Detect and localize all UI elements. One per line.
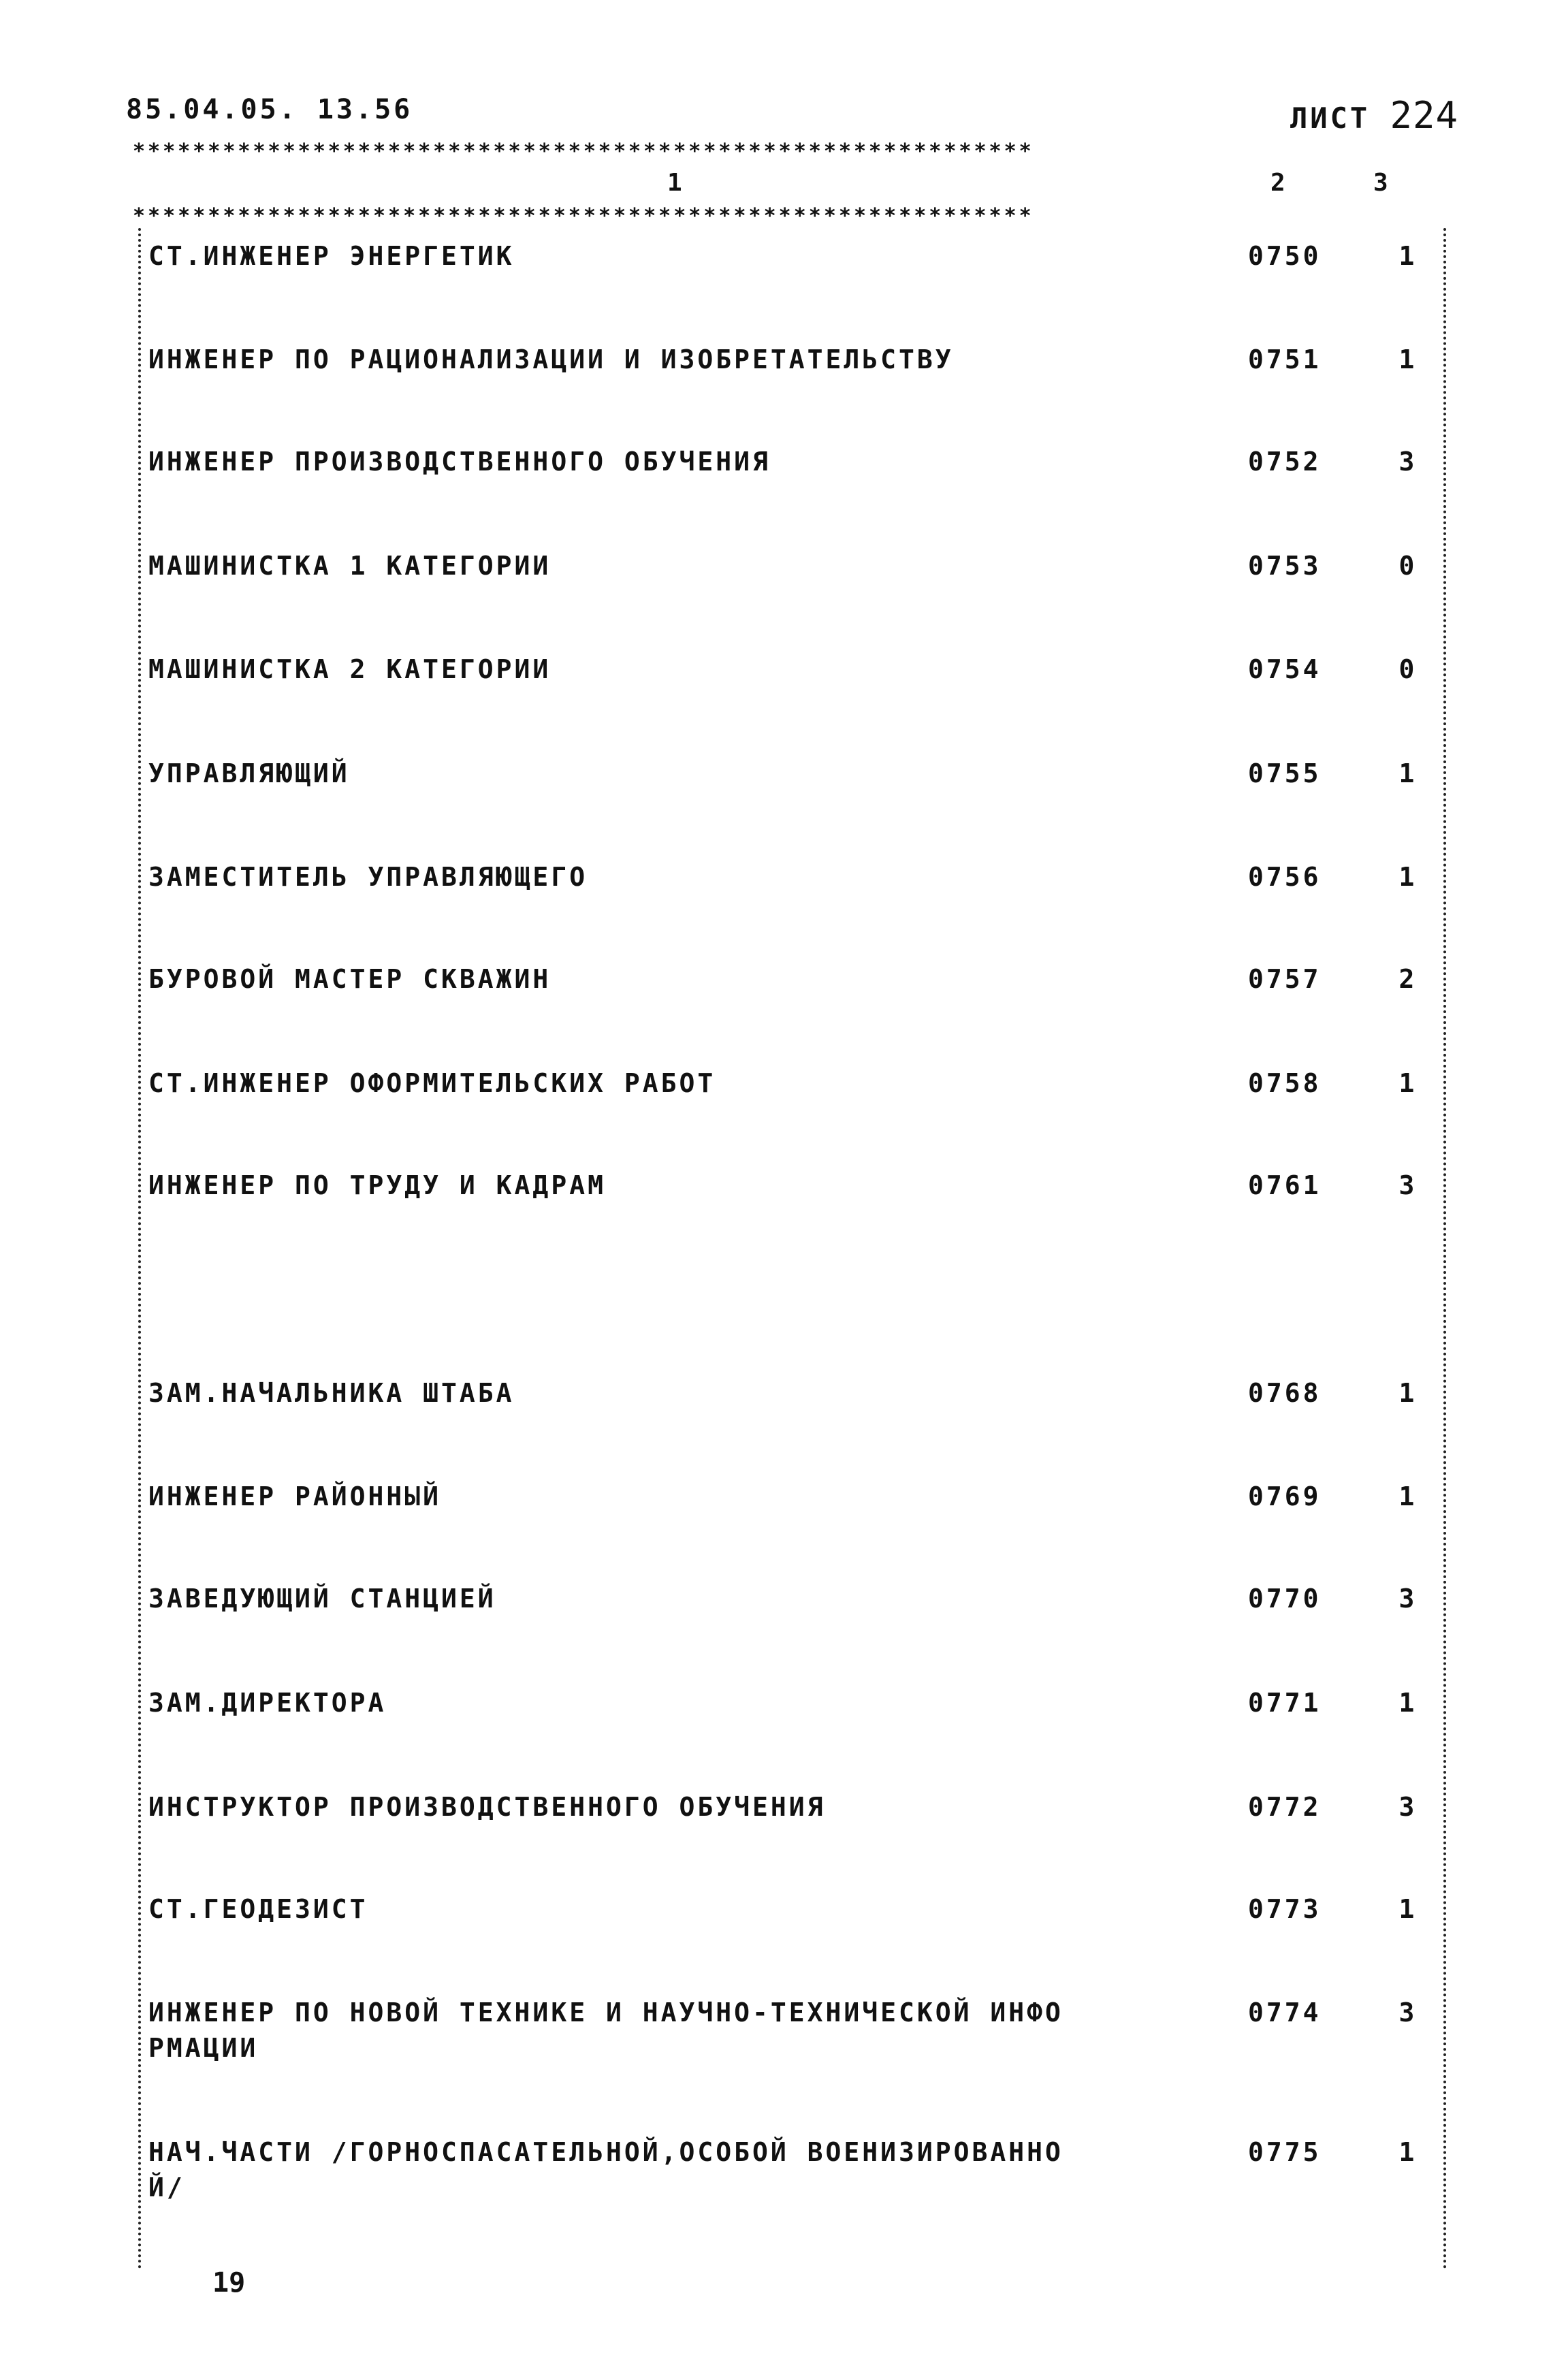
table-row [148,961,1456,1036]
table-row [148,1995,1456,2070]
position-name: ИНЖЕНЕР ПРОИЗВОДСТВЕННОГО ОБУЧЕНИЯ [148,447,771,477]
position-category: 3 [1398,1792,1418,1822]
position-category: 1 [1398,862,1418,892]
table-row [148,2134,1456,2209]
table-row [148,756,1456,831]
position-code: 0774 [1248,1998,1322,2028]
position-name: ИНЖЕНЕР ПО ТРУДУ И КАДРАМ [148,1170,606,1200]
position-category: 0 [1398,551,1418,581]
position-category: 1 [1398,1894,1418,1924]
position-category: 1 [1398,2137,1418,2167]
position-code: 0775 [1248,2137,1322,2167]
position-category: 3 [1398,447,1418,477]
table-row [148,444,1456,519]
position-code: 0756 [1248,862,1322,892]
position-name: СТ.ГЕОДЕЗИСТ [148,1894,368,1924]
position-code: 0752 [1248,447,1322,477]
position-category: 0 [1398,654,1418,684]
position-category: 3 [1398,1998,1418,2028]
position-code: 0770 [1248,1584,1322,1614]
table-row [148,1375,1456,1450]
position-category: 3 [1398,1584,1418,1614]
position-name: ЗАМЕСТИТЕЛЬ УПРАВЛЯЮЩЕГО [148,862,588,892]
table-row [148,1581,1456,1656]
position-code: 0757 [1248,964,1322,994]
position-code: 0769 [1248,1481,1322,1511]
sheet-label-text: ЛИСТ [1290,101,1371,135]
position-name: УПРАВЛЯЮЩИЙ [148,758,350,788]
position-category: 1 [1398,1068,1418,1098]
position-category: 1 [1398,1688,1418,1718]
position-name: ИНЖЕНЕР РАЙОННЫЙ [148,1481,442,1511]
table-row [148,342,1456,417]
position-category: 1 [1398,241,1418,271]
position-name: МАШИНИСТКА 2 КАТЕГОРИИ [148,654,551,684]
table-row [148,1891,1456,1966]
left-border [138,228,141,2271]
position-code: 0755 [1248,758,1322,788]
table-row [148,548,1456,623]
position-code: 0754 [1248,654,1322,684]
table-row [148,1789,1456,1864]
position-category: 1 [1398,1378,1418,1408]
position-name: ЗАМ.НАЧАЛЬНИКА ШТАБА [148,1378,515,1408]
table-row [148,1168,1456,1243]
position-name: НАЧ.ЧАСТИ /ГОРНОСПАСАТЕЛЬНОЙ,ОСОБОЙ ВОЕНИЗИРОВАННО Й/ [148,2137,1063,2202]
table-row [148,652,1456,726]
position-category: 3 [1398,1170,1418,1200]
sheet-label [1290,94,1458,137]
position-name: ИНЖЕНЕР ПО РАЦИОНАЛИЗАЦИИ И ИЗОБРЕТАТЕЛЬСТВУ [148,344,954,374]
position-name: ЗАМ.ДИРЕКТОРА [148,1688,387,1718]
position-code: 0750 [1248,241,1322,271]
header-separator: ************************************************************ [133,204,1034,228]
top-separator: ************************************************************ [133,140,1034,163]
position-code: 0751 [1248,344,1322,374]
position-code: 0768 [1248,1378,1322,1408]
page-footer-number: 19 [212,2267,246,2298]
table-row [148,1685,1456,1760]
sheet-number: 224 [1390,94,1458,137]
table-row [148,238,1456,313]
column-header-2: 2 [1270,169,1285,197]
position-name: БУРОВОЙ МАСТЕР СКВАЖИН [148,964,551,994]
table-row [148,1479,1456,1554]
column-header-1: 1 [667,169,682,197]
position-category: 2 [1398,964,1418,994]
position-name: ЗАВЕДУЮЩИЙ СТАНЦИЕЙ [148,1584,496,1614]
position-name: СТ.ИНЖЕНЕР ОФОРМИТЕЛЬСКИХ РАБОТ [148,1068,716,1098]
position-category: 1 [1398,758,1418,788]
position-name: СТ.ИНЖЕНЕР ЭНЕРГЕТИК [148,241,515,271]
position-name: ИНЖЕНЕР ПО НОВОЙ ТЕХНИКЕ И НАУЧНО-ТЕХНИЧЕСКОЙ ИНФО РМАЦИИ [148,1998,1063,2063]
position-category: 1 [1398,344,1418,374]
position-name: МАШИНИСТКА 1 КАТЕГОРИИ [148,551,551,581]
position-code: 0772 [1248,1792,1322,1822]
print-date: 85.04.05. 13.56 [126,94,413,125]
table-row [148,859,1456,934]
position-code: 0753 [1248,551,1322,581]
position-code: 0758 [1248,1068,1322,1098]
position-code: 0761 [1248,1170,1322,1200]
position-code: 0771 [1248,1688,1322,1718]
position-name: ИНСТРУКТОР ПРОИЗВОДСТВЕННОГО ОБУЧЕНИЯ [148,1792,826,1822]
position-category: 1 [1398,1481,1418,1511]
table-row [148,1065,1456,1140]
column-header-3: 3 [1373,169,1388,197]
position-code: 0773 [1248,1894,1322,1924]
